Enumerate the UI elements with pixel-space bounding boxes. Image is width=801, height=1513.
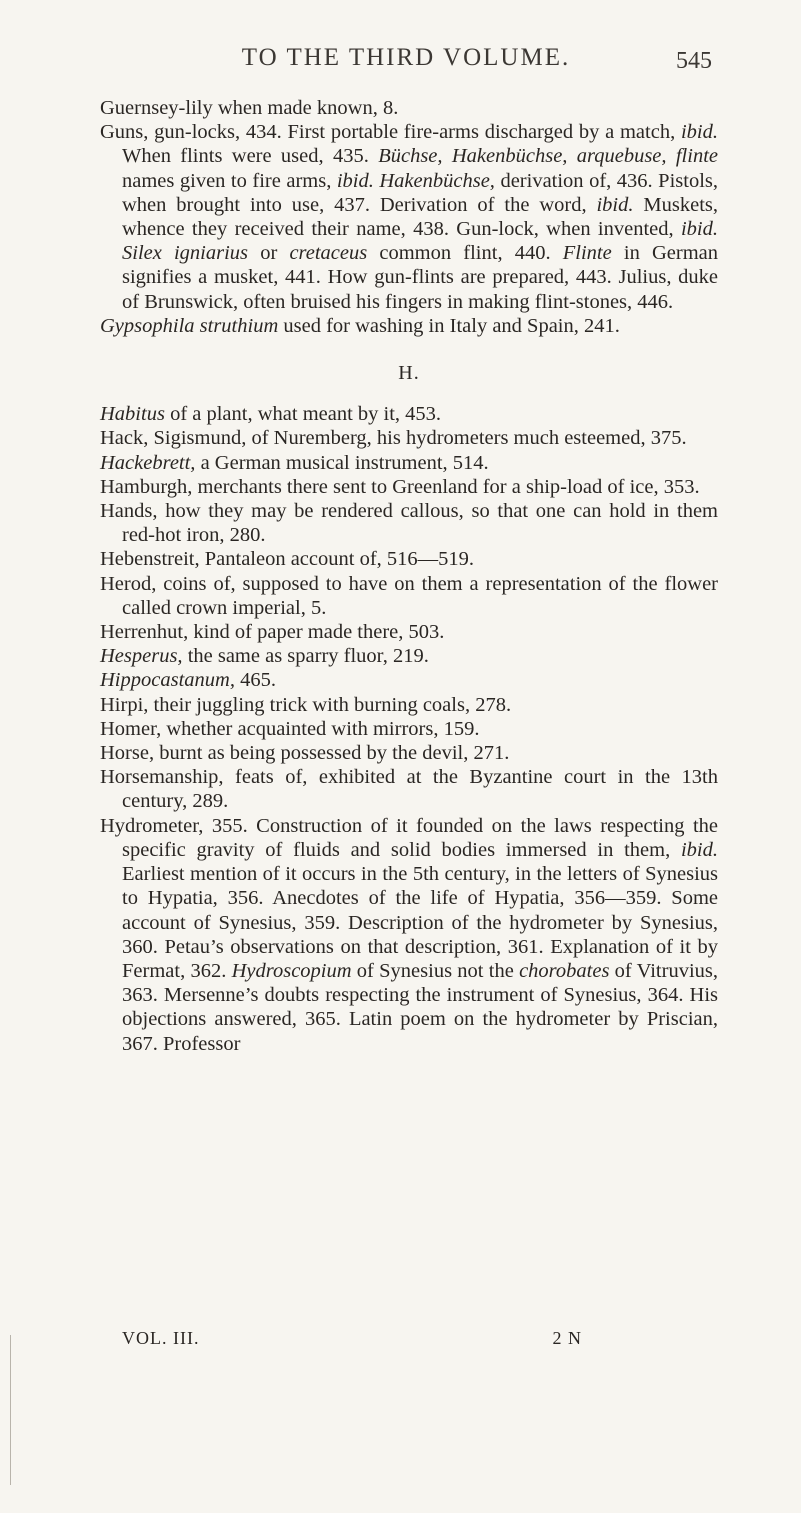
entry-text: used for washing in Italy and Spain, 241. [278, 314, 620, 337]
entry-text: Guernsey-lily when made known, 8. [100, 97, 399, 119]
page-number: 545 [676, 48, 712, 74]
entry-text: or [248, 242, 290, 265]
entry-text: of Synesius not the [351, 959, 520, 982]
index-entries-h [100, 402, 718, 1055]
entry-text: Hamburgh, merchants there sent to Greenland for a ship-load of ice, 353. [100, 475, 700, 498]
entry-italic-text: Flinte [562, 242, 612, 265]
entry-italic-text: Hesperus, [100, 645, 183, 668]
entry-italic-text: ibid. [680, 838, 718, 861]
index-entry [100, 741, 718, 765]
entry-text: Homer, whether acquainted with mirrors, 159. [100, 717, 480, 740]
entry-text: Earliest mention of it occurs in the 5th century, in the letters of Synesius to Hypatia, 356. Anecdotes of the life of Hypatia, 356—359. Some account of Synesius, 359. Description of the hydrometer by Synesius, 360. Petau’s observations on that description, 361. Explanation of it by Fermat, 362. [122, 863, 718, 982]
entry-italic-text: Büchse, Hakenbüchse, arquebuse, flinte [378, 145, 718, 168]
index-entry [100, 814, 718, 1056]
entry-text: Muskets, whence they received their name, 438. Gun-lock, when invented, [122, 193, 718, 241]
section-heading: H. [398, 362, 420, 385]
entry-text: Hack, Sigismund, of Nuremberg, his hydrometers much esteemed, 375. [100, 427, 687, 450]
entry-italic-text: Gypsophila struthium [100, 314, 279, 337]
index-entry [100, 717, 718, 741]
index-entry [100, 668, 718, 692]
index-entry [100, 96, 718, 120]
entry-text: Hirpi, their juggling trick with burning coals, 278. [100, 693, 512, 716]
index-entry [100, 451, 718, 475]
entry-text: of a plant, what meant by it, 453. [164, 403, 442, 426]
index-entry [100, 547, 718, 571]
margin-rule [10, 1335, 11, 1485]
entry-text: Hydrometer, 355. Construction of it founded on the laws respecting the specific gravity of fluids and solid bodies immersed in them, [100, 814, 718, 861]
entry-italic-text: ibid. Silex igniarius [122, 218, 718, 265]
entry-text: Hands, how they may be rendered callous, so that one can hold in them red-hot iron, 280. [100, 500, 718, 547]
entry-text: in German signifies a musket, 441. How gun-flints are prepared, 443. Julius, duke of Brunswick, often bruised his fingers in making flint-stones, 446. [122, 242, 718, 313]
entry-text: Herrenhut, kind of paper made there, 503. [100, 621, 445, 644]
index-body [100, 96, 718, 1056]
index-entry [100, 314, 718, 338]
index-entry [100, 765, 718, 813]
page-header [100, 44, 712, 78]
entry-text: the same as sparry fluor, 219. [182, 645, 429, 668]
entry-italic-text: chorobates [519, 959, 610, 982]
index-entry [100, 475, 718, 499]
entry-text: Horsemanship, feats of, exhibited at the Byzantine court in the 13th century, 289. [100, 766, 718, 813]
entry-italic-text: Habitus [100, 403, 165, 426]
index-entries-g [100, 96, 718, 338]
index-entry [100, 572, 718, 620]
index-entry [100, 426, 718, 450]
entry-italic-text: ibid. [680, 121, 718, 144]
entry-italic-text: Hackebrett, [100, 451, 196, 474]
entry-text: common flint, 440. [367, 242, 563, 265]
entry-text: 465. [234, 669, 276, 692]
entry-italic-text: Hydroscopium [231, 959, 352, 982]
page-footer [122, 1328, 582, 1354]
index-entry [100, 120, 718, 314]
entry-italic-text: ibid. Hakenbüchse, [336, 169, 495, 192]
entry-text: Guns, gun-locks, 434. First portable fire-arms discharged by a match, [100, 121, 681, 144]
entry-text: Herod, coins of, supposed to have on them a representation of the flower called crown imperial, 5. [100, 572, 718, 619]
signature-mark: 2 N [552, 1328, 582, 1348]
index-entry [100, 620, 718, 644]
entry-text: names given to fire arms, [122, 169, 337, 192]
entry-text: Horse, burnt as being possessed by the devil, 271. [100, 742, 510, 765]
entry-text: When flints were used, 435. [122, 145, 379, 168]
index-entry [100, 644, 718, 668]
running-title: TO THE THIRD VOLUME. [241, 44, 571, 71]
index-entry [100, 693, 718, 717]
entry-italic-text: cretaceus [289, 242, 368, 265]
entry-italic-text: Hippocastanum, [100, 669, 235, 692]
index-entry [100, 499, 718, 547]
entry-text: of Vitruvius, 363. Mersenne’s doubts respecting the instrument of Synesius, 364. His objections answered, 365. Latin poem on the hydrometer by Priscian, 367. Professor [122, 959, 718, 1055]
entry-italic-text: ibid. [596, 193, 634, 216]
index-entry [100, 402, 718, 426]
entry-text: Hebenstreit, Pantaleon account of, 516—519. [100, 548, 475, 571]
entry-text: derivation of, 436. Pistols, when brought into use, 437. Derivation of the word, [122, 169, 718, 216]
volume-label: VOL. III. [122, 1328, 200, 1348]
entry-text: a German musical instrument, 514. [195, 451, 489, 474]
